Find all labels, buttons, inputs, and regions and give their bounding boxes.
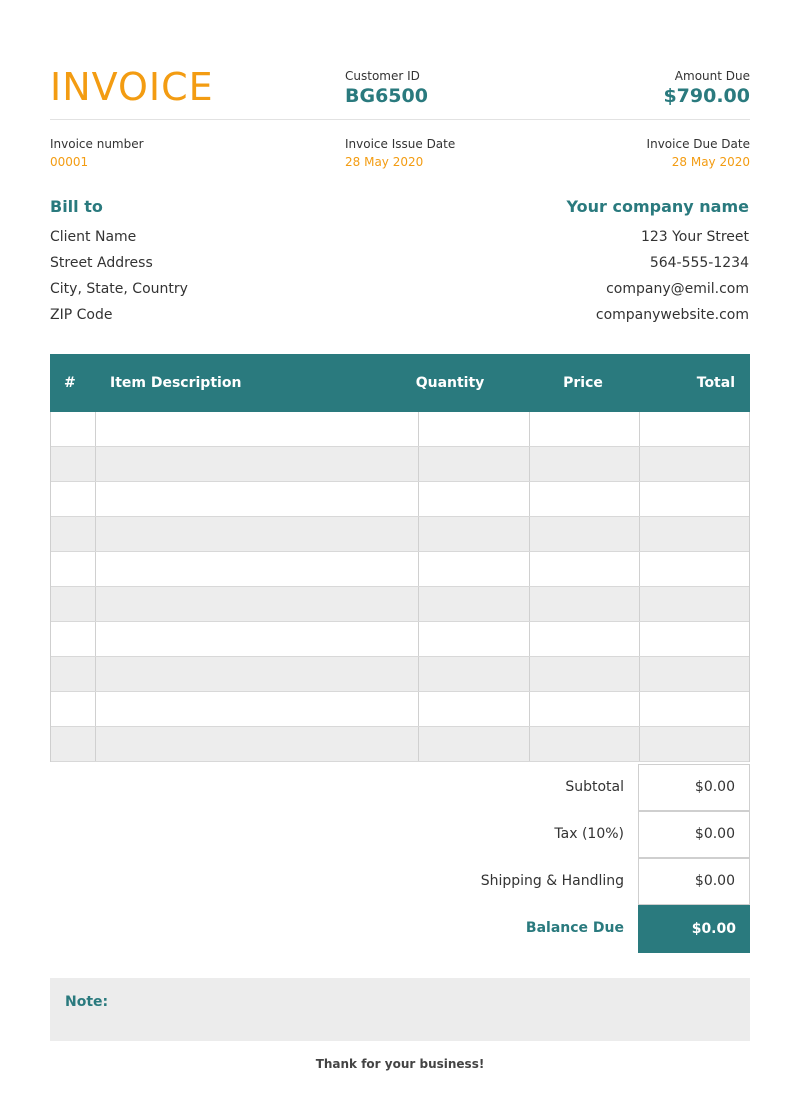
bill-to-heading: Bill to [50,197,103,216]
table-cell[interactable] [96,552,419,586]
table-row [51,412,749,447]
table-cell[interactable] [96,657,419,691]
invoice-number-label: Invoice number [50,137,144,151]
table-cell[interactable] [419,517,530,551]
table-cell[interactable] [640,482,751,516]
subtotal-value: $0.00 [694,779,735,795]
client-zip: ZIP Code [50,307,113,323]
tax-value-box [638,811,750,858]
table-cell[interactable] [530,692,640,726]
tax-value: $0.00 [694,826,735,842]
invoice-title: INVOICE [50,65,214,109]
table-cell[interactable] [530,412,640,446]
table-cell[interactable] [51,622,96,656]
table-cell[interactable] [51,587,96,621]
col-header-quantity: Quantity [415,375,485,391]
table-cell[interactable] [96,482,419,516]
table-cell[interactable] [419,587,530,621]
company-phone: 564-555-1234 [649,255,749,271]
table-cell[interactable] [96,692,419,726]
table-row [51,622,749,657]
table-cell[interactable] [419,447,530,481]
amount-due-value: $790.00 [663,85,750,107]
items-table-header [50,354,750,412]
table-cell[interactable] [96,727,419,761]
table-row [51,517,749,552]
table-row [51,692,749,727]
table-cell[interactable] [51,692,96,726]
balance-due-value: $0.00 [691,921,736,937]
due-date-label: Invoice Due Date [646,137,750,151]
company-website: companywebsite.com [595,307,749,323]
table-cell[interactable] [51,552,96,586]
table-cell[interactable] [640,587,751,621]
table-cell[interactable] [419,692,530,726]
table-row [51,447,749,482]
header-divider [50,119,750,120]
table-row [51,587,749,622]
table-cell[interactable] [530,622,640,656]
issue-date-label: Invoice Issue Date [345,137,456,151]
col-header-description: Item Description [110,375,242,391]
table-cell[interactable] [51,447,96,481]
table-cell[interactable] [51,517,96,551]
amount-due-label: Amount Due [674,69,750,83]
company-street: 123 Your Street [640,229,749,245]
note-box[interactable] [50,978,750,1041]
client-name: Client Name [50,229,137,245]
invoice-number-value: 00001 [50,155,89,169]
table-row [51,727,749,762]
company-email: company@emil.com [606,281,749,297]
table-cell[interactable] [530,587,640,621]
table-cell[interactable] [96,447,419,481]
tax-label: Tax (10%) [554,826,624,842]
table-cell[interactable] [640,412,751,446]
client-city: City, State, Country [50,281,188,297]
table-cell[interactable] [530,727,640,761]
table-cell[interactable] [530,482,640,516]
customer-id-label: Customer ID [345,69,420,83]
table-cell[interactable] [530,517,640,551]
subtotal-value-box [638,764,750,811]
items-table-body [50,412,750,762]
shipping-value-box [638,858,750,905]
customer-id-value: BG6500 [345,85,428,107]
table-cell[interactable] [530,447,640,481]
table-cell[interactable] [96,412,419,446]
table-cell[interactable] [419,727,530,761]
table-cell[interactable] [419,412,530,446]
table-cell[interactable] [51,482,96,516]
thanks-message: Thank for your business! [315,1057,485,1071]
balance-due-label: Balance Due [525,920,624,936]
issue-date-value: 28 May 2020 [345,155,424,169]
balance-due-box [638,905,750,953]
table-cell[interactable] [640,692,751,726]
shipping-label: Shipping & Handling [480,873,624,889]
table-cell[interactable] [96,622,419,656]
table-cell[interactable] [640,447,751,481]
table-cell[interactable] [640,727,751,761]
table-cell[interactable] [96,587,419,621]
table-row [51,482,749,517]
table-cell[interactable] [640,657,751,691]
note-label: Note: [65,994,109,1010]
due-date-value: 28 May 2020 [671,155,750,169]
table-cell[interactable] [640,552,751,586]
table-cell[interactable] [419,552,530,586]
shipping-value: $0.00 [694,873,735,889]
table-cell[interactable] [419,482,530,516]
company-name: Your company name [566,197,749,216]
table-cell[interactable] [419,657,530,691]
table-cell[interactable] [640,517,751,551]
table-cell[interactable] [96,517,419,551]
table-cell[interactable] [51,657,96,691]
subtotal-label: Subtotal [565,779,624,795]
table-cell[interactable] [51,727,96,761]
table-cell[interactable] [530,657,640,691]
table-cell[interactable] [419,622,530,656]
table-row [51,657,749,692]
col-header-total: Total [696,375,735,391]
col-header-price: Price [563,375,603,391]
col-header-number: # [64,375,76,391]
table-row [51,552,749,587]
table-cell[interactable] [51,412,96,446]
table-cell[interactable] [640,622,751,656]
table-cell[interactable] [530,552,640,586]
client-street: Street Address [50,255,153,271]
